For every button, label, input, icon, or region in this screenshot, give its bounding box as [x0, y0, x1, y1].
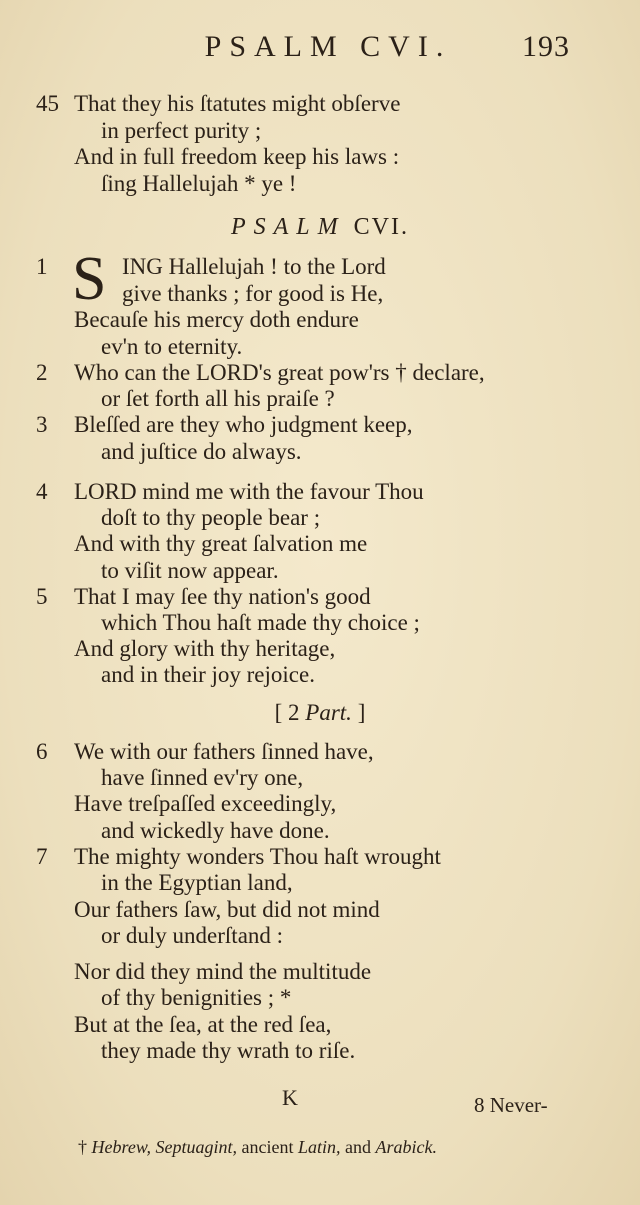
- verse-number: 4: [36, 479, 48, 504]
- verse-line: [0, 280, 640, 308]
- verse-line: [0, 790, 640, 818]
- verse-text: which Thou haſt made thy choice ;: [101, 610, 420, 635]
- verse-text: We with our fathers ſinned have,: [74, 739, 374, 764]
- verse-text: And in full freedom keep his laws :: [74, 144, 400, 169]
- page-header: [0, 30, 640, 70]
- verse-line: [0, 609, 640, 637]
- verse-line: [0, 333, 640, 361]
- part-label: Part.: [305, 700, 352, 725]
- part-heading: [0, 700, 640, 726]
- footnote-text: Hebrew,: [91, 1137, 151, 1157]
- verse-text: they made thy wrath to riſe.: [101, 1038, 356, 1063]
- verse-text: and wickedly have done.: [101, 818, 330, 843]
- verse-text: Our fathers ſaw, but did not mind: [74, 897, 380, 922]
- verse-line: [0, 143, 640, 171]
- verse-number: 3: [36, 412, 48, 437]
- verse-line: [0, 896, 640, 924]
- verse-text: ev'n to eternity.: [101, 334, 243, 359]
- verse-line: [0, 661, 640, 689]
- psalm-heading-number: CVI.: [353, 214, 409, 240]
- verse-line: [0, 504, 640, 532]
- verse-text: to viſit now appear.: [101, 558, 279, 583]
- footnote-text: and: [340, 1137, 376, 1157]
- verse-number: 2: [36, 360, 48, 385]
- verse-text: or duly underſtand :: [101, 923, 284, 948]
- verse-line: [0, 530, 640, 558]
- verse-text: Becauſe his mercy doth endure: [74, 307, 359, 332]
- verse-number: 7: [36, 844, 48, 869]
- verse-text: or ſet forth all his praiſe ?: [101, 386, 335, 411]
- footnote-mark: †: [78, 1137, 87, 1157]
- drop-cap: S: [72, 245, 107, 313]
- verse-line: [0, 922, 640, 950]
- verse-line: [0, 583, 640, 611]
- verse-line: [0, 958, 640, 986]
- verse-text: in the Egyptian land,: [101, 870, 293, 895]
- verse-line: [0, 843, 640, 871]
- verse-line: [0, 1011, 640, 1039]
- verse-text: But at the ſea, at the red ſea,: [74, 1012, 332, 1037]
- verse-text: doſt to thy people bear ;: [101, 505, 321, 530]
- verse-text: of thy benignities ; *: [101, 985, 292, 1010]
- verse-text: That I may ſee thy nation's good: [74, 584, 371, 609]
- page-number: 193: [522, 30, 570, 63]
- footnote-text: Arabick.: [375, 1137, 437, 1157]
- verse-line: [0, 306, 640, 334]
- verse-line: [0, 557, 640, 585]
- verse-text: give thanks ; for good is He,: [122, 281, 384, 306]
- verse-text: And with thy great ſalvation me: [74, 531, 368, 556]
- verse-line: [0, 170, 640, 198]
- psalm-heading-label: PSALM: [230, 214, 346, 240]
- footnote-text: ancient: [236, 1137, 298, 1157]
- signature-mark: K: [282, 1085, 298, 1110]
- verse-number: 6: [36, 739, 48, 764]
- verse-text: ING Hallelujah ! to the Lord: [122, 254, 386, 279]
- verse-number: 5: [36, 584, 48, 609]
- catchword: 8 Never-: [474, 1093, 548, 1117]
- verse-text: And glory with thy heritage,: [74, 636, 336, 661]
- verse-line: [0, 635, 640, 663]
- verse-text: have ſinned ev'ry one,: [101, 765, 304, 790]
- part-close: ]: [357, 700, 366, 725]
- verse-text: and juſtice do always.: [101, 439, 302, 464]
- verse-text: The mighty wonders Thou haſt wrought: [74, 844, 441, 869]
- verse-line: [0, 478, 640, 506]
- verse-text: LORD mind me with the favour Thou: [74, 479, 424, 504]
- verse-text: Have treſpaſſed exceedingly,: [74, 791, 337, 816]
- running-title: PSALM CVI.: [204, 30, 452, 63]
- verse-line: [0, 984, 640, 1012]
- verse-line: [0, 253, 640, 281]
- verse-number: 1: [36, 254, 48, 279]
- psalm-heading: [0, 214, 640, 241]
- verse-text: ſing Hallelujah * ye !: [101, 171, 297, 196]
- verse-line: [0, 869, 640, 897]
- verse-number: 45: [36, 91, 59, 116]
- verse-line: [0, 90, 640, 118]
- verse-line: [0, 738, 640, 766]
- verse-text: and in their joy rejoice.: [101, 662, 315, 687]
- verse-text: in perfect purity ;: [101, 118, 262, 143]
- verse-line: [0, 385, 640, 413]
- verse-line: [0, 438, 640, 466]
- footnote-text: Septuagint,: [155, 1137, 237, 1157]
- verse-line: [0, 817, 640, 845]
- verse-line: [0, 411, 640, 439]
- verse-line: [0, 117, 640, 145]
- footnote: [78, 1137, 437, 1158]
- footnote-text: Latin,: [297, 1137, 341, 1157]
- verse-text: That they his ſtatutes might obſerve: [74, 91, 401, 116]
- verse-text: Who can the LORD's great pow'rs † declare,: [74, 360, 485, 385]
- verse-text: Bleſſed are they who judgment keep,: [74, 412, 413, 437]
- part-open: [ 2: [274, 700, 300, 725]
- verse-line: [0, 764, 640, 792]
- verse-text: Nor did they mind the multitude: [74, 959, 372, 984]
- verse-line: [0, 1037, 640, 1065]
- verse-line: [0, 359, 640, 387]
